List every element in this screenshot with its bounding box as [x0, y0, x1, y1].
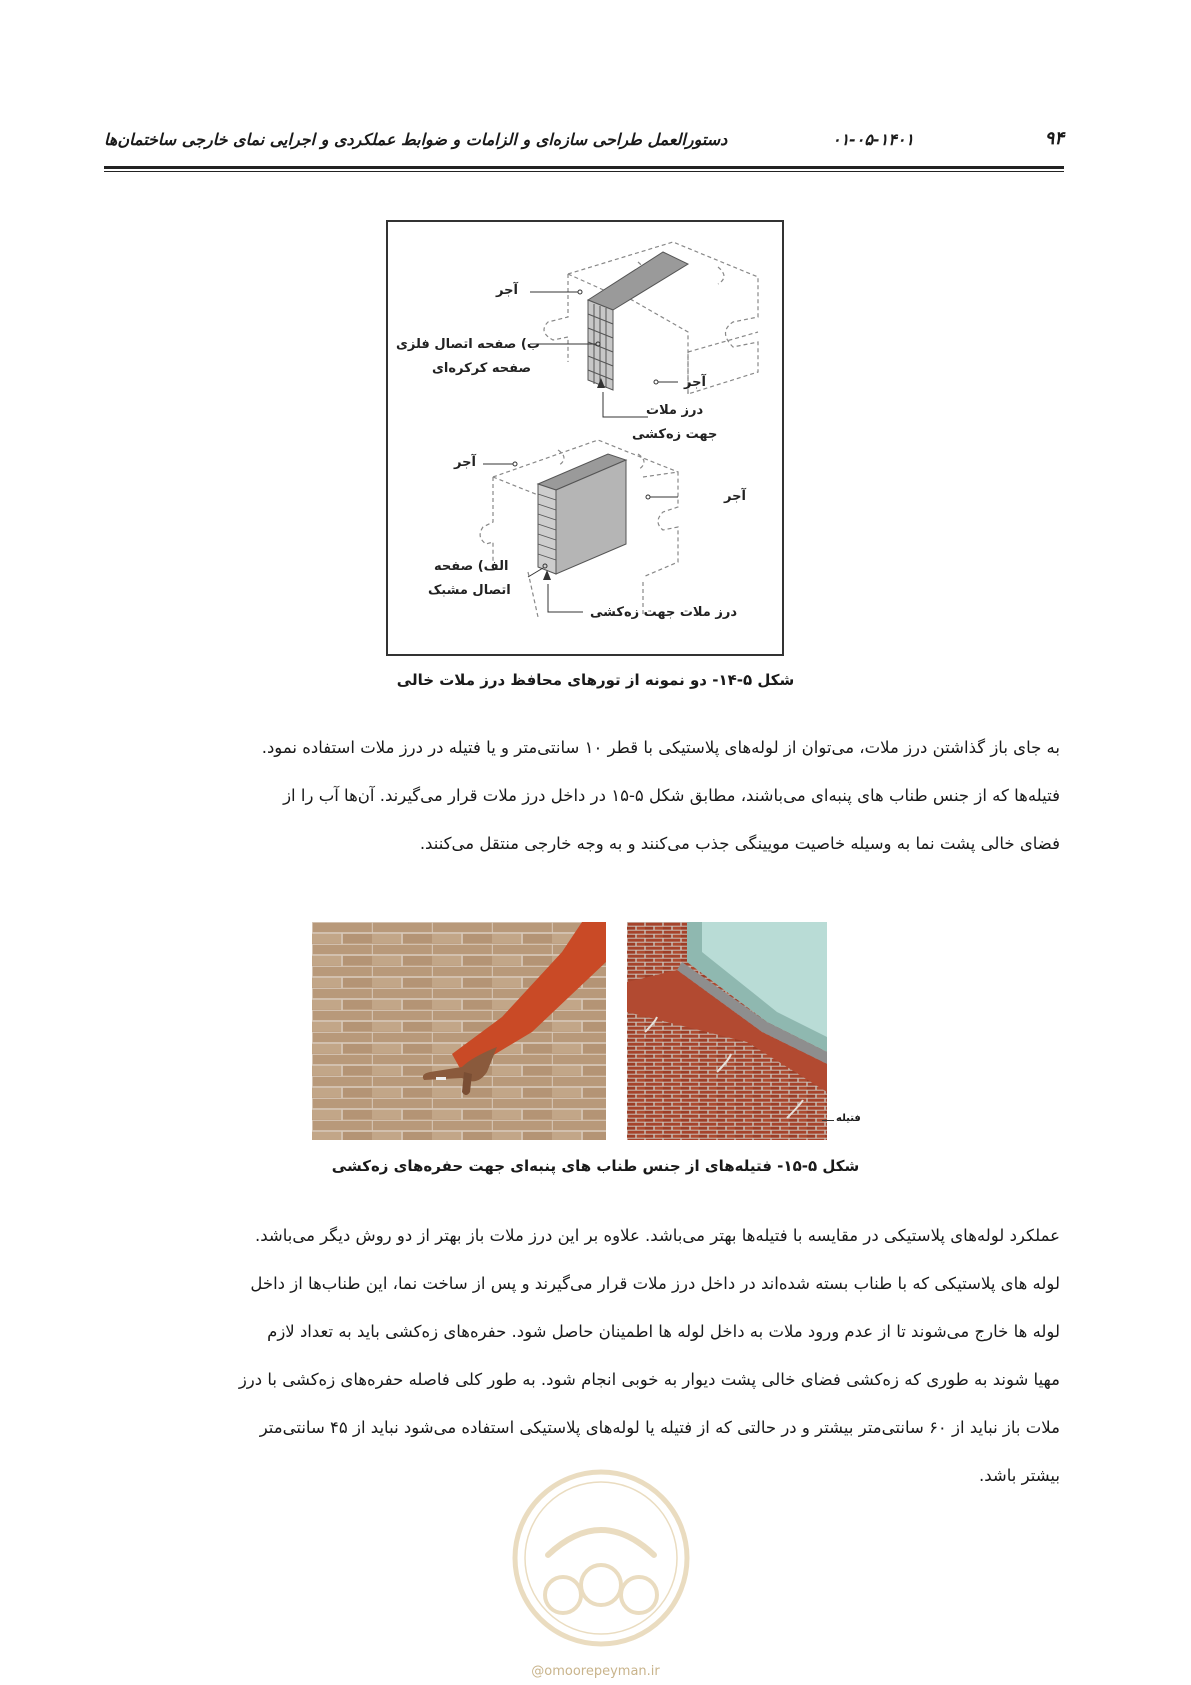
page-header: [104, 128, 1064, 162]
label-plate-a-line2: اتصال مشبک: [428, 583, 511, 598]
label-joint-top-line2: جهت زه‌کشی: [632, 427, 718, 442]
paragraph-1-line: فتیله‌ها که از جنس طناب های پنبه‌ای می‌باشند، مطابق شکل ۵-۱۵ در داخل درز ملات قرار می‌گیرند. آن‌ها آب را از: [283, 786, 1060, 805]
header-rule-thin: [104, 171, 1064, 172]
label-brick-top-left: آجر: [496, 283, 518, 298]
paragraph-2-line: ملات باز نباید از ۶۰ سانتی‌متر بیشتر و در حالتی که از فتیله یا لوله‌های پلاستیکی استفاده می‌شود نباید از ۴۵ سانتی‌متر: [259, 1418, 1060, 1437]
page-number: ۹۴: [1044, 128, 1064, 149]
paragraph-2-line: مهیا شوند به طوری که زه‌کشی فضای خالی پشت دیوار به خوبی انجام شود. به طور کلی فاصله حفره‌های زه‌کشی با درز: [238, 1370, 1060, 1389]
header-rule: [104, 166, 1064, 169]
watermark-url: @omoorepeyman.ir: [531, 1664, 660, 1679]
illustration-wicks-in-brick-wall: [627, 922, 827, 1140]
paragraph-2-line: عملکرد لوله‌های پلاستیکی در مقایسه با فتیله‌ها بهتر می‌باشد. علاوه بر این درز ملات باز بهتر از دو روش دیگر می‌باشد.: [254, 1226, 1060, 1245]
paragraph-1-line: فضای خالی پشت نما به وسیله خاصیت مویینگی جذب می‌کنند و به وجه خارجی منتقل می‌کنند.: [419, 834, 1060, 853]
paragraph-2-line: لوله ها خارج می‌شوند تا از عدم ورود ملات به داخل لوله ها اطمینان حاصل شود. حفره‌های زه‌کشی باید به تعداد لازم: [267, 1322, 1060, 1341]
header-date: ۰۱-۰۵-۱۴۰۱: [831, 130, 914, 149]
paragraph-2-line: لوله های پلاستیکی که با طناب بسته شده‌اند در داخل درز ملات قرار می‌گیرند و پس از ساخت نما، این طناب‌ها از داخل: [250, 1274, 1060, 1293]
label-plate-b-line2: صفحه کرکره‌ای: [432, 361, 532, 376]
label-brick-bottom-left: آجر: [454, 455, 476, 470]
label-plate-b-line1: ب) صفحه اتصال فلزی: [396, 337, 540, 352]
paragraph-2: [110, 1212, 1060, 1500]
photo-hand-on-brick-wall: [312, 922, 606, 1140]
figure2-caption: شکل ۵-۱۵- فتیله‌های از جنس طناب های پنبه‌ای جهت حفره‌های زه‌کشی: [331, 1157, 860, 1175]
figure-mortar-joint-screens: [386, 220, 784, 656]
label-plate-a-line1: الف) صفحه: [434, 559, 509, 574]
label-joint-bottom: درز ملات جهت زه‌کشی: [590, 605, 738, 620]
watermark-logo: [508, 1465, 694, 1651]
label-wick: فتیله: [836, 1113, 861, 1124]
label-brick-top-right: آجر: [684, 375, 706, 390]
figure1-caption: شکل ۵-۱۴- دو نمونه از تورهای محافظ درز ملات خالی: [396, 671, 795, 689]
paragraph-1: [110, 724, 1060, 868]
header-title: دستورالعمل طراحی سازه‌ای و الزامات و ضوابط عملکردی و اجرایی نمای خارجی ساختمان‌ها: [104, 130, 728, 149]
wick-leader-line: [822, 1120, 834, 1121]
label-joint-top-line1: درز ملات: [646, 403, 704, 418]
paragraph-1-line: به جای باز گذاشتن درز ملات، می‌توان از لوله‌های پلاستیکی با قطر ۱۰ سانتی‌متر و یا فتیله در درز ملات استفاده نمود.: [261, 738, 1060, 757]
label-brick-bottom-right: آجر: [724, 489, 746, 504]
paragraph-2-line: بیشتر باشد.: [979, 1466, 1060, 1485]
